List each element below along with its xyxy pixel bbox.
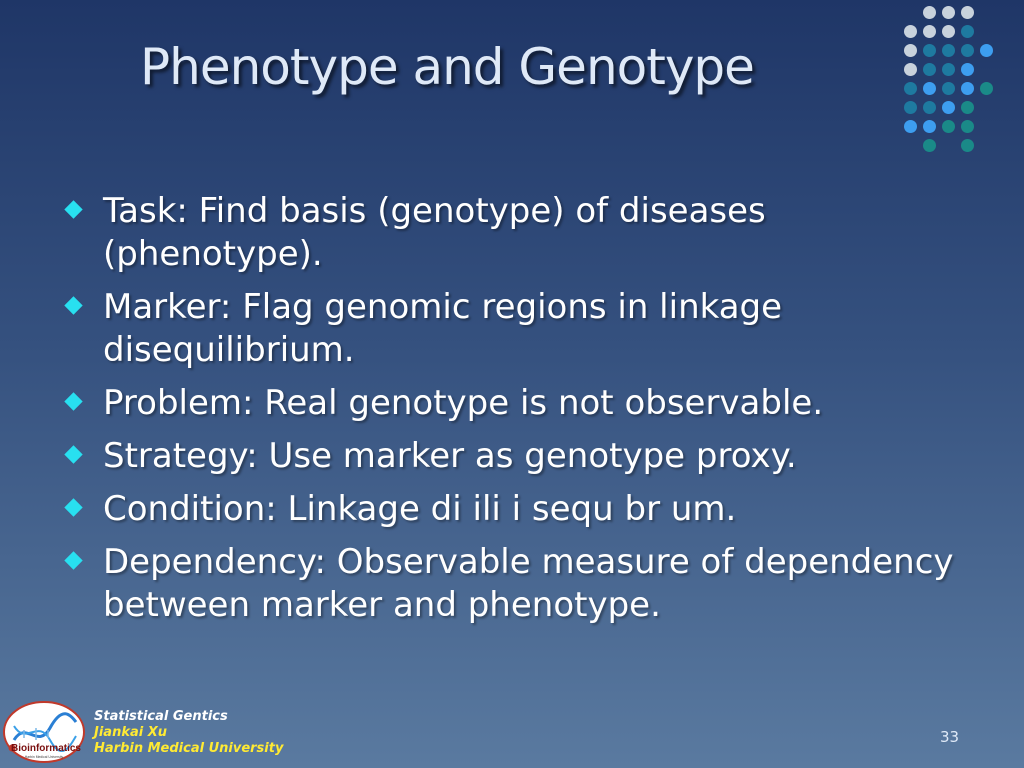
diamond-bullet-icon — [64, 551, 82, 569]
decorative-dot — [942, 82, 955, 95]
bullet-text: Task: Find basis (genotype) of diseases (phenotype). — [103, 191, 766, 274]
decorative-dot — [942, 63, 955, 76]
bullet-text: Condition: Linkage di ili i sequ br um. — [103, 489, 737, 529]
bullet-text: Dependency: Observable measure of dependency between marker and phenotype. — [103, 542, 954, 625]
logo-subtext: Harbin Medical University — [24, 755, 64, 759]
decorative-dot — [961, 82, 974, 95]
decorative-dot — [942, 25, 955, 38]
bullet-text: Problem: Real genotype is not observable. — [103, 383, 824, 423]
decorative-dot — [904, 82, 917, 95]
bullet-text: Strategy: Use marker as genotype proxy. — [103, 436, 797, 476]
diamond-bullet-icon — [64, 200, 82, 218]
decorative-dot — [961, 6, 974, 19]
decorative-dot — [961, 120, 974, 133]
diamond-bullet-icon — [64, 296, 82, 314]
bullet-item — [62, 286, 982, 372]
bullet-item — [62, 190, 982, 276]
logo-text: Bioinformatics — [10, 743, 82, 754]
footer-credits — [94, 709, 283, 757]
footer-institution: Harbin Medical University — [94, 741, 284, 756]
decorative-dot — [923, 44, 936, 57]
bullet-item — [62, 488, 982, 531]
decorative-dot — [961, 139, 974, 152]
decorative-dot — [904, 25, 917, 38]
decorative-dot — [923, 139, 936, 152]
decorative-dot — [961, 101, 974, 114]
diamond-bullet-icon — [64, 498, 82, 516]
footer-course: Statistical Gentics — [94, 709, 228, 724]
bioinformatics-logo — [2, 700, 86, 764]
decorative-dot — [980, 44, 993, 57]
decorative-dot — [923, 6, 936, 19]
footer-author: Jiankai Xu — [94, 725, 167, 740]
decorative-dot — [904, 63, 917, 76]
decorative-dot — [904, 101, 917, 114]
decorative-dot — [942, 44, 955, 57]
decorative-dot — [942, 120, 955, 133]
bullet-list — [62, 190, 982, 637]
slide-title: Phenotype and Genotype — [140, 38, 754, 96]
decorative-dot — [923, 101, 936, 114]
decorative-dot — [923, 82, 936, 95]
decorative-dot — [961, 63, 974, 76]
diamond-bullet-icon — [64, 445, 82, 463]
bullet-item — [62, 435, 982, 478]
bullet-text: Marker: Flag genomic regions in linkage disequilibrium. — [103, 287, 783, 370]
slide-number: 33 — [940, 728, 960, 746]
bullet-item — [62, 382, 982, 425]
decorative-dot — [904, 120, 917, 133]
decorative-dot — [961, 44, 974, 57]
decorative-dot — [942, 6, 955, 19]
decorative-dot — [961, 25, 974, 38]
decorative-dot — [904, 44, 917, 57]
decorative-dot — [923, 25, 936, 38]
diamond-bullet-icon — [64, 392, 82, 410]
decorative-dot — [923, 63, 936, 76]
decorative-dot — [980, 82, 993, 95]
decorative-dot-grid — [904, 6, 1024, 166]
decorative-dot — [923, 120, 936, 133]
bullet-item — [62, 541, 982, 627]
decorative-dot — [942, 101, 955, 114]
